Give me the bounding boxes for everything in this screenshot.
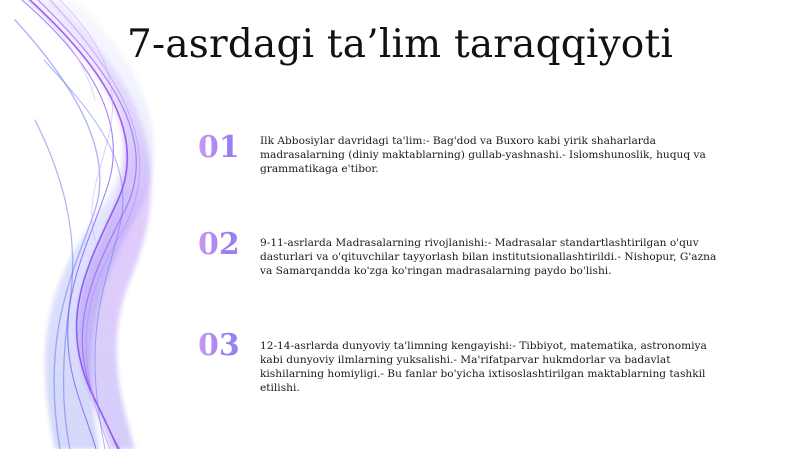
item-number: 01 [198, 131, 253, 165]
slide-title: 7-asrdagi ta’lim taraqqiyoti [126, 22, 674, 67]
decorative-smoke-ribbon [0, 0, 220, 449]
item-text: 9-11-asrlarda Madrasalarning rivojlanishi:- Madrasalar standartlashtirilgan o'quv dasturlari va o'qituvchilar tayyorlash bilan institutsionallashtirildi.- Nishopur, G'azna va Samarqandda ko'zga ko'ringan madrasalarning paydo bo'lishi. [260, 237, 717, 277]
item-number: 02 [198, 228, 253, 262]
item-number: 03 [198, 329, 253, 363]
item-text: 12-14-asrlarda dunyoviy ta'limning kengayishi:- Tibbiyot, matematika, astronomiya kabi dunyoviy ilmlarning yuksalishi.- Ma'rifatparvar hukmdorlar va badavlat kishilarning homiyligi.- Bu fanlar bo'yicha ixtisoslashtirilgan maktablarning tashkil etilishi. [260, 340, 707, 394]
item-text: Ilk Abbosiylar davridagi ta'lim:- Bag'dod va Buxoro kabi yirik shaharlarda madrasalarning (diniy maktablarning) gullab-yashnashi.- Islomshunoslik, huquq va grammatikaga e'tibor. [260, 135, 706, 175]
